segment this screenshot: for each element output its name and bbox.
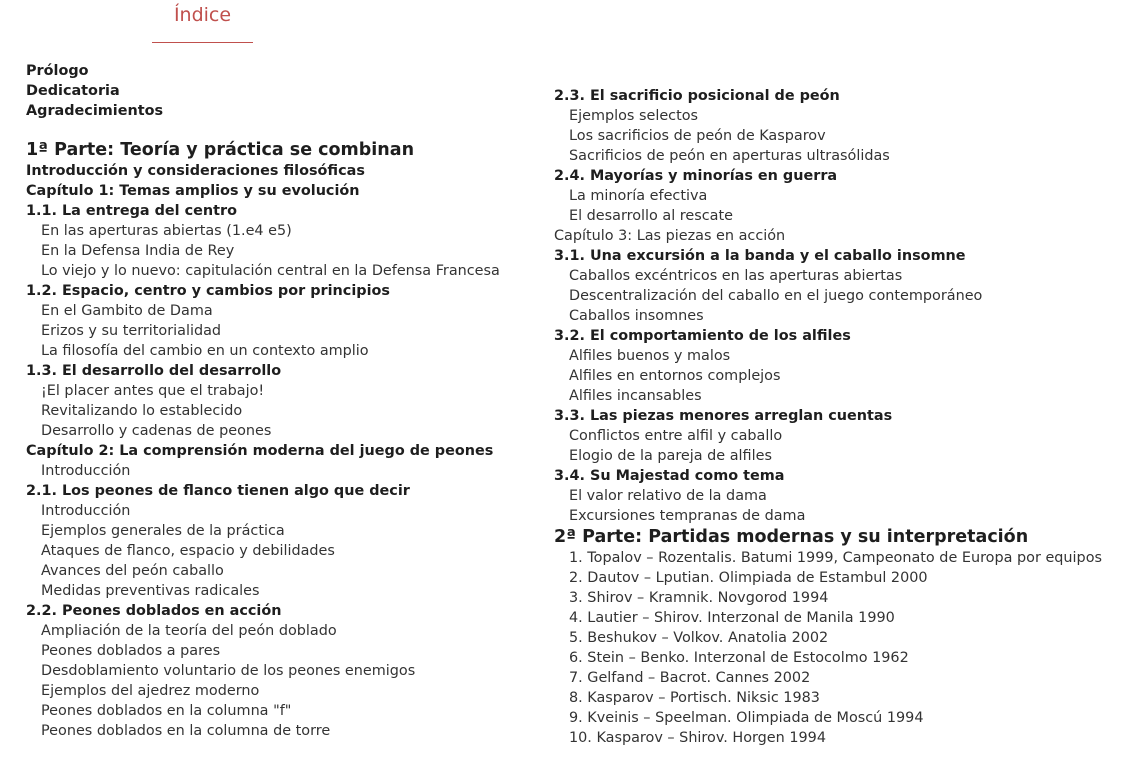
toc-subentry[interactable]: La filosofía del cambio en un contexto amplio xyxy=(41,343,369,359)
section-heading-3-4[interactable]: 3.4. Su Majestad como tema xyxy=(554,468,785,484)
toc-subentry[interactable]: ¡El placer antes que el trabajo! xyxy=(41,383,265,399)
toc-entry-agradecimientos[interactable]: Agradecimientos xyxy=(26,103,164,119)
title-underline xyxy=(152,42,253,43)
section-heading-3-2[interactable]: 3.2. El comportamiento de los alfiles xyxy=(554,328,851,344)
spacer xyxy=(26,121,500,139)
section-heading-3-3[interactable]: 3.3. Las piezas menores arreglan cuentas xyxy=(554,408,893,424)
toc-subentry[interactable]: Peones doblados en la columna "f" xyxy=(41,703,292,719)
section-heading-1-1[interactable]: 1.1. La entrega del centro xyxy=(26,203,238,219)
toc-entry-prologo[interactable]: Prólogo xyxy=(26,63,89,79)
toc-entry-introduccion[interactable]: Introducción y consideraciones filosóficas xyxy=(26,163,365,179)
toc-subentry[interactable]: Alfiles buenos y malos xyxy=(569,348,731,364)
toc-subentry[interactable]: Introducción xyxy=(41,503,131,519)
toc-subentry[interactable]: Caballos excéntricos en las aperturas abiertas xyxy=(569,268,903,284)
section-heading-2-4[interactable]: 2.4. Mayorías y minorías en guerra xyxy=(554,168,838,184)
toc-subentry[interactable]: Desdoblamiento voluntario de los peones enemigos xyxy=(41,663,416,679)
toc-subentry[interactable]: Sacrificios de peón en aperturas ultrasólidas xyxy=(569,148,890,164)
toc-subentry[interactable]: La minoría efectiva xyxy=(569,188,708,204)
toc-subentry[interactable]: El desarrollo al rescate xyxy=(569,208,733,224)
game-entry[interactable]: 8. Kasparov – Portisch. Niksic 1983 xyxy=(569,690,820,706)
toc-subentry[interactable]: El valor relativo de la dama xyxy=(569,488,767,504)
section-heading-2-3[interactable]: 2.3. El sacrificio posicional de peón xyxy=(554,88,840,104)
game-entry[interactable]: 4. Lautier – Shirov. Interzonal de Manila 1990 xyxy=(569,610,895,626)
part-heading-2[interactable]: 2ª Parte: Partidas modernas y su interpretación xyxy=(554,527,1029,547)
toc-subentry[interactable]: Conflictos entre alfil y caballo xyxy=(569,428,783,444)
toc-subentry[interactable]: Desarrollo y cadenas de peones xyxy=(41,423,272,439)
section-heading-2-1[interactable]: 2.1. Los peones de flanco tienen algo que decir xyxy=(26,483,410,499)
toc-subentry[interactable]: Avances del peón caballo xyxy=(41,563,224,579)
toc-subentry[interactable]: Alfiles en entornos complejos xyxy=(569,368,781,384)
toc-right-column xyxy=(554,86,1102,748)
chapter-heading-1[interactable]: Capítulo 1: Temas amplios y su evolución xyxy=(26,183,360,199)
game-entry[interactable]: 6. Stein – Benko. Interzonal de Estocolmo 1962 xyxy=(569,650,909,666)
toc-left-column xyxy=(26,61,500,741)
toc-subentry[interactable]: Caballos insomnes xyxy=(569,308,704,324)
toc-subentry[interactable]: Excursiones tempranas de dama xyxy=(569,508,806,524)
section-heading-1-3[interactable]: 1.3. El desarrollo del desarrollo xyxy=(26,363,282,379)
toc-subentry[interactable]: Lo viejo y lo nuevo: capitulación central en la Defensa Francesa xyxy=(41,263,500,279)
game-entry[interactable]: 10. Kasparov – Shirov. Horgen 1994 xyxy=(569,730,826,746)
toc-subentry[interactable]: Elogio de la pareja de alfiles xyxy=(569,448,772,464)
game-entry[interactable]: 9. Kveinis – Speelman. Olimpiada de Moscú 1994 xyxy=(569,710,924,726)
game-entry[interactable]: 7. Gelfand – Bacrot. Cannes 2002 xyxy=(569,670,811,686)
game-entry[interactable]: 1. Topalov – Rozentalis. Batumi 1999, Campeonato de Europa por equipos xyxy=(569,550,1102,566)
chapter-heading-3[interactable]: Capítulo 3: Las piezas en acción xyxy=(554,228,786,244)
section-heading-1-2[interactable]: 1.2. Espacio, centro y cambios por principios xyxy=(26,283,390,299)
page-title: Índice xyxy=(173,4,232,26)
game-entry[interactable]: 2. Dautov – Lputian. Olimpiada de Estambul 2000 xyxy=(569,570,928,586)
toc-subentry[interactable]: Ejemplos generales de la práctica xyxy=(41,523,285,539)
toc-subentry[interactable]: Erizos y su territorialidad xyxy=(41,323,222,339)
toc-entry-dedicatoria[interactable]: Dedicatoria xyxy=(26,83,120,99)
toc-subentry[interactable]: Peones doblados a pares xyxy=(41,643,221,659)
toc-subentry[interactable]: Alfiles incansables xyxy=(569,388,702,404)
toc-subentry[interactable]: Ejemplos del ajedrez moderno xyxy=(41,683,260,699)
chapter-heading-2[interactable]: Capítulo 2: La comprensión moderna del juego de peones xyxy=(26,443,494,459)
section-heading-2-2[interactable]: 2.2. Peones doblados en acción xyxy=(26,603,282,619)
section-heading-3-1[interactable]: 3.1. Una excursión a la banda y el caballo insomne xyxy=(554,248,966,264)
toc-subentry[interactable]: En la Defensa India de Rey xyxy=(41,243,235,259)
toc-subentry[interactable]: En las aperturas abiertas (1.e4 e5) xyxy=(41,223,292,239)
game-entry[interactable]: 3. Shirov – Kramnik. Novgorod 1994 xyxy=(569,590,829,606)
toc-subentry[interactable]: Peones doblados en la columna de torre xyxy=(41,723,331,739)
toc-subentry[interactable]: Revitalizando lo establecido xyxy=(41,403,243,419)
toc-subentry[interactable]: En el Gambito de Dama xyxy=(41,303,213,319)
toc-subentry[interactable]: Los sacrificios de peón de Kasparov xyxy=(569,128,826,144)
toc-subentry[interactable]: Descentralización del caballo en el juego contemporáneo xyxy=(569,288,983,304)
toc-subentry[interactable]: Medidas preventivas radicales xyxy=(41,583,260,599)
game-entry[interactable]: 5. Beshukov – Volkov. Anatolia 2002 xyxy=(569,630,829,646)
toc-subentry[interactable]: Ampliación de la teoría del peón doblado xyxy=(41,623,337,639)
toc-subentry[interactable]: Ataques de flanco, espacio y debilidades xyxy=(41,543,335,559)
toc-subentry[interactable]: Ejemplos selectos xyxy=(569,108,699,124)
part-heading-1[interactable]: 1ª Parte: Teoría y práctica se combinan xyxy=(26,140,415,160)
toc-subentry[interactable]: Introducción xyxy=(41,463,131,479)
